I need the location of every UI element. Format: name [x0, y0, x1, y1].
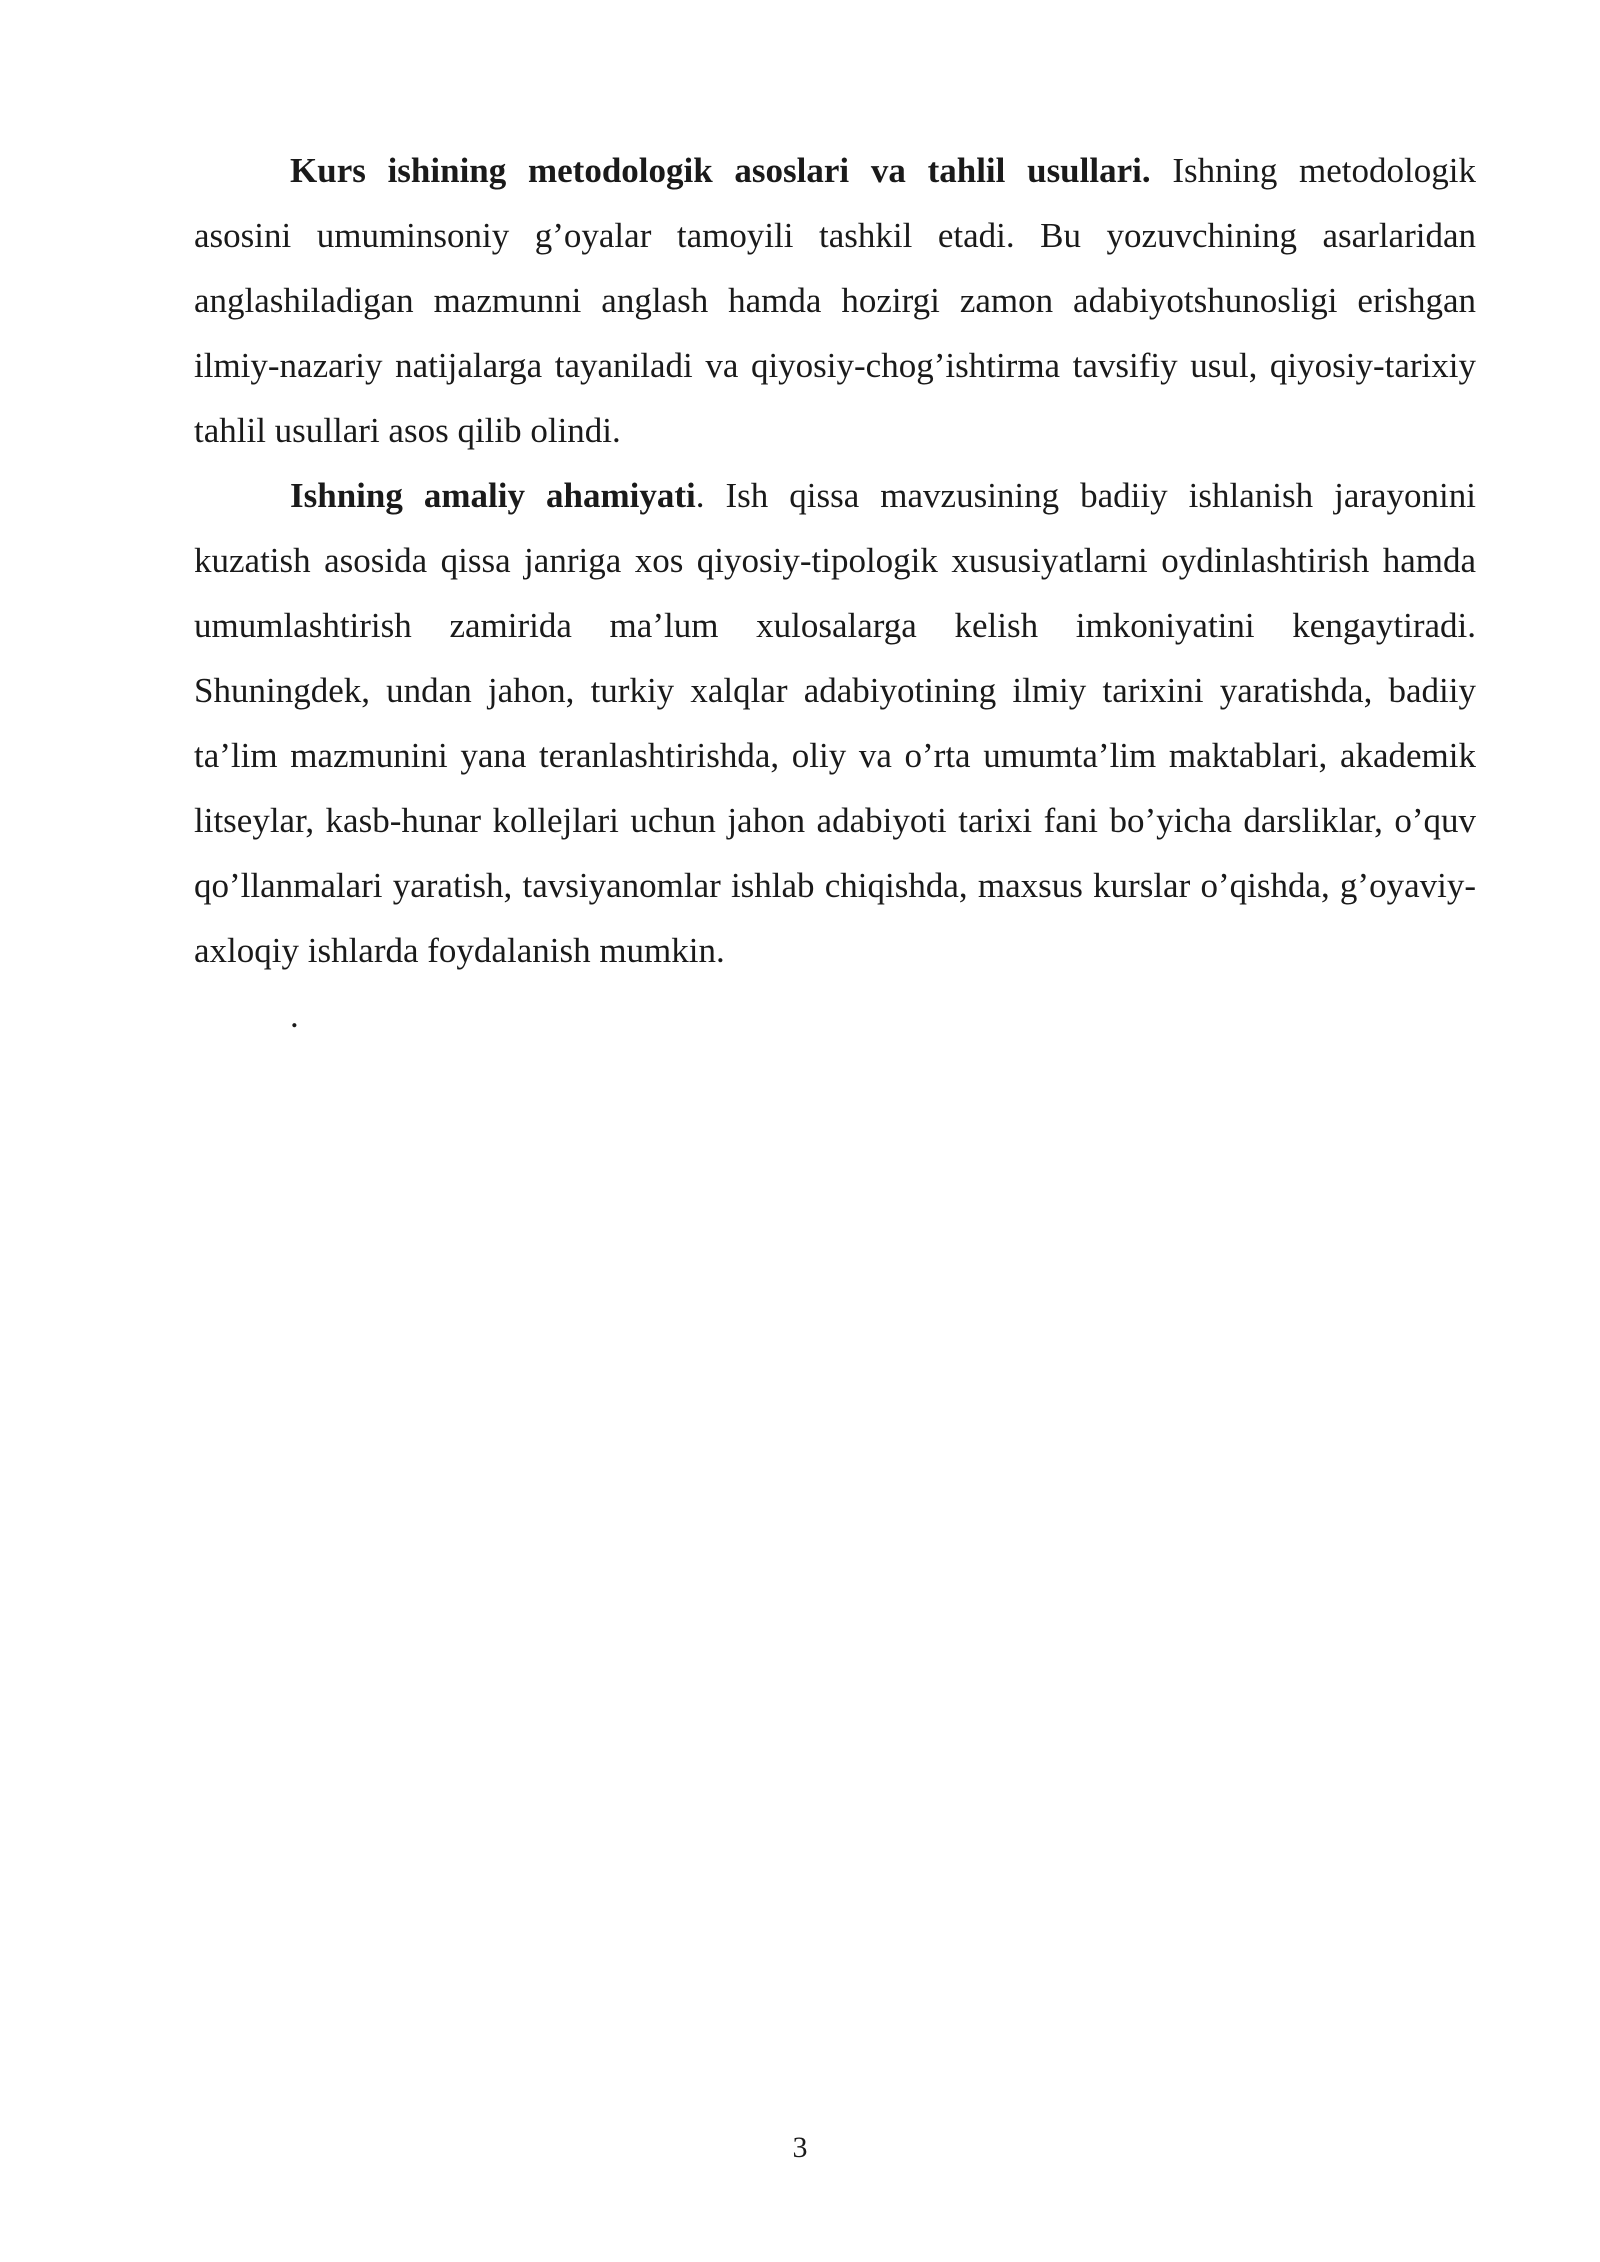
- paragraph-text-methodology: Ishning metodologik asosini umuminsoniy g’oyalar tamoyili tashkil etadi. Bu yozuvchining asarlaridan anglashiladigan mazmunni anglash hamda hozirgi zamon adabiyotshunosligi erishgan ilmiy-nazariy natijalarga tayaniladi va qiyosiy-chog’ishtirma tavsifiy usul, qiyosiy-tarixiy tahlil usullari asos qilib olindi.: [194, 151, 1476, 450]
- page-body: [194, 138, 1476, 1048]
- page-number: 3: [792, 2131, 808, 2164]
- paragraph-methodology: [194, 138, 1476, 463]
- paragraph-text-practical-significance: . Ish qissa mavzusining badiiy ishlanish jarayonini kuzatish asosida qissa janriga xos qiyosiy-tipologik xususiyatlarni oydinlashtirish hamda umumlashtirish zamirida ma’lum xulosalarga kelish imkoniyatini kengaytiradi. Shuningdek, undan jahon, turkiy xalqlar adabiyotining ilmiy tarixini yaratishda, badiiy ta’lim mazmunini yana teranlashtirishda, oliy va o’rta umumta’lim maktablari, akademik litseylar, kasb-hunar kollejlari uchun jahon adabiyoti tarixi fani bo’yicha darsliklar, o’quv qo’llanmalari yaratish, tavsiyanomlar ishlab chiqishda, maxsus kurslar o’qishda, g’oyaviy-axloqiy ishlarda foydalanish mumkin.: [194, 476, 1476, 970]
- paragraph-practical-significance: [194, 463, 1476, 983]
- trailing-mark: .: [290, 996, 299, 1035]
- paragraph-heading-practical-significance: Ishning amaliy ahamiyati: [290, 476, 696, 515]
- paragraph-heading-methodology: Kurs ishining metodologik asoslari va tahlil usullari.: [290, 151, 1151, 190]
